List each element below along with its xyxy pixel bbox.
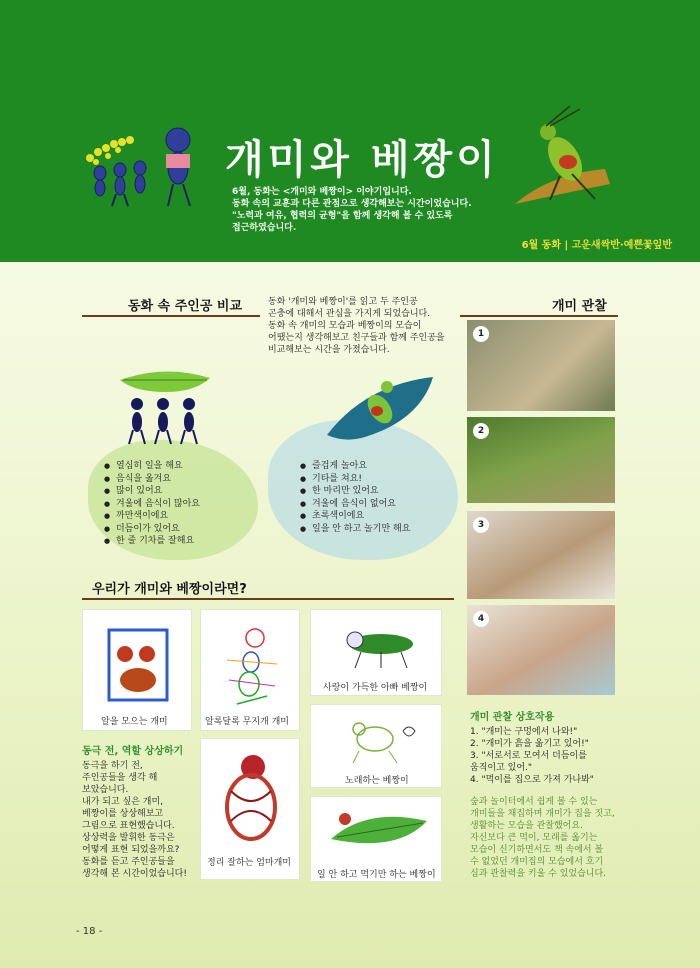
drawing-loving-grasshopper xyxy=(341,618,421,670)
observe-subheading: 개미 관찰 상호작용 xyxy=(470,712,555,723)
imagine-text: 동극을 하기 전, 주인공들을 생각 해 보았습니다. 내가 되고 싶은 개미, 베짱이를 상상해보고 그림으로 표현했습니다. 상상력을 발휘한 동극은 어떻게 표현 되었을까요? 동화를 듣고 주인공들을 생각해 본 시간이었습니다! xyxy=(82,761,187,879)
intro-text: 6월, 동화는 <개미와 베짱이> 이야기입니다. 동화 속의 교훈과 다른 관점으로 생각해보는 시간이었습니다. "노력과 여유, 협력의 균형"을 함께 생각해 볼 수 있도록 접근하였습니다. xyxy=(232,187,472,233)
imagine-heading-rule xyxy=(82,598,454,600)
ant-observation-photo-4: 4 xyxy=(467,605,615,695)
list-item: ● 즐겁게 놀아요 xyxy=(300,460,410,473)
drawing-card xyxy=(310,609,442,696)
list-item: ● 겨울에 음식이 없어요 xyxy=(300,498,410,511)
drawing-singing-grasshopper xyxy=(339,711,423,765)
list-item: ● 겨울에 음식이 많아요 xyxy=(104,498,200,511)
list-item: ● 까만색이에요 xyxy=(104,510,200,523)
imagine-subheading: 동극 전, 역할 상상하기 xyxy=(82,746,184,757)
drawing-tidy-mom-ant xyxy=(217,751,287,851)
page-title: 개미와 베짱이 xyxy=(225,137,499,183)
list-item: ● 한 마리만 있어요 xyxy=(300,485,410,498)
list-item: ● 더듬이가 있어요 xyxy=(104,523,200,536)
grasshopper-illustration xyxy=(510,104,620,214)
drawing-card xyxy=(200,609,300,731)
page-number: - 18 - xyxy=(76,926,103,937)
drawing-caption: 일 안 하고 먹기만 하는 베짱이 xyxy=(317,870,436,880)
ant-traits-list xyxy=(104,460,200,548)
drawing-card xyxy=(82,609,192,731)
drawing-eating-grasshopper xyxy=(327,803,431,859)
ant-observation-photo-2: 2 xyxy=(467,417,615,503)
drawing-caption: 알을 모으는 개미 xyxy=(101,717,168,727)
grasshopper-on-leaf-illustration xyxy=(325,375,435,445)
list-item: ● 기타를 쳐요! xyxy=(300,473,410,486)
drawing-caption: 사랑이 가득한 아빠 베짱이 xyxy=(323,683,428,693)
drawing-card xyxy=(310,796,442,882)
compare-heading: 동화 속 주인공 비교 xyxy=(128,299,243,314)
list-item: ● 일을 안 하고 놀기만 해요 xyxy=(300,523,410,536)
ant-observation-photo-1: 1 xyxy=(467,320,615,411)
list-item: ● 많이 있어요 xyxy=(104,485,200,498)
list-item: ● 한 줄 기차를 잘해요 xyxy=(104,535,200,548)
list-item: ● 열심히 일을 해요 xyxy=(104,460,200,473)
ants-under-leaf-illustration xyxy=(115,368,215,446)
grasshopper-traits-list xyxy=(300,460,410,535)
header-banner xyxy=(0,0,700,262)
class-tag: 6월 동화 | 고운새싹반·예쁜꽃잎반 xyxy=(521,240,672,251)
drawing-card xyxy=(200,738,300,880)
drawing-caption: 노래하는 베짱이 xyxy=(345,776,409,786)
list-item: ● 초록색이에요 xyxy=(300,510,410,523)
drawing-card xyxy=(310,704,442,788)
imagine-heading: 우리가 개미와 베짱이라면? xyxy=(92,582,247,597)
drawing-rainbow-ant xyxy=(217,620,287,706)
list-item: ● 음식을 옮겨요 xyxy=(104,473,200,486)
ant-observation-photo-3: 3 xyxy=(467,511,615,599)
compare-heading-rule xyxy=(82,315,260,317)
drawing-caption: 알록달록 무지개 개미 xyxy=(205,717,289,727)
observe-heading: 개미 관찰 xyxy=(552,299,607,314)
observe-heading-rule xyxy=(460,315,618,317)
observe-quotes: 1. "개미는 구멍에서 나와!" 2. "개미가 흙을 옮기고 있어!" 3. "서로서로 모여서 더듬이를 움직이고 있어." 4. "먹이를 집으로 가져 가나봐" xyxy=(470,727,594,785)
ants-illustration xyxy=(78,118,228,210)
drawing-caption: 정리 잘하는 엄마개미 xyxy=(207,858,291,868)
observe-summary: 숲과 놀이터에서 쉽게 볼 수 있는 개미들을 채집하며 개미가 집을 짓고, 생활하는 모습을 관찰했어요. 자신보다 큰 먹이, 모래를 옮기는 모습이 신기하면서도 책 속에서 볼 수 없었던 개미집의 모습에서 호기 심과 관찰력을 키울 수 있었습니다. xyxy=(470,797,615,879)
drawing-ants-eggs xyxy=(105,624,171,704)
compare-text: 동화 '개미와 베짱이'를 읽고 두 주인공 곤충에 대해서 관심을 가지게 되었습니다. 동화 속 개미의 모습과 베짱이의 모습이 어땠는지 생각해보고 친구들과 함께 주인공을 비교해보는 시간을 가졌습니다. xyxy=(268,297,445,355)
